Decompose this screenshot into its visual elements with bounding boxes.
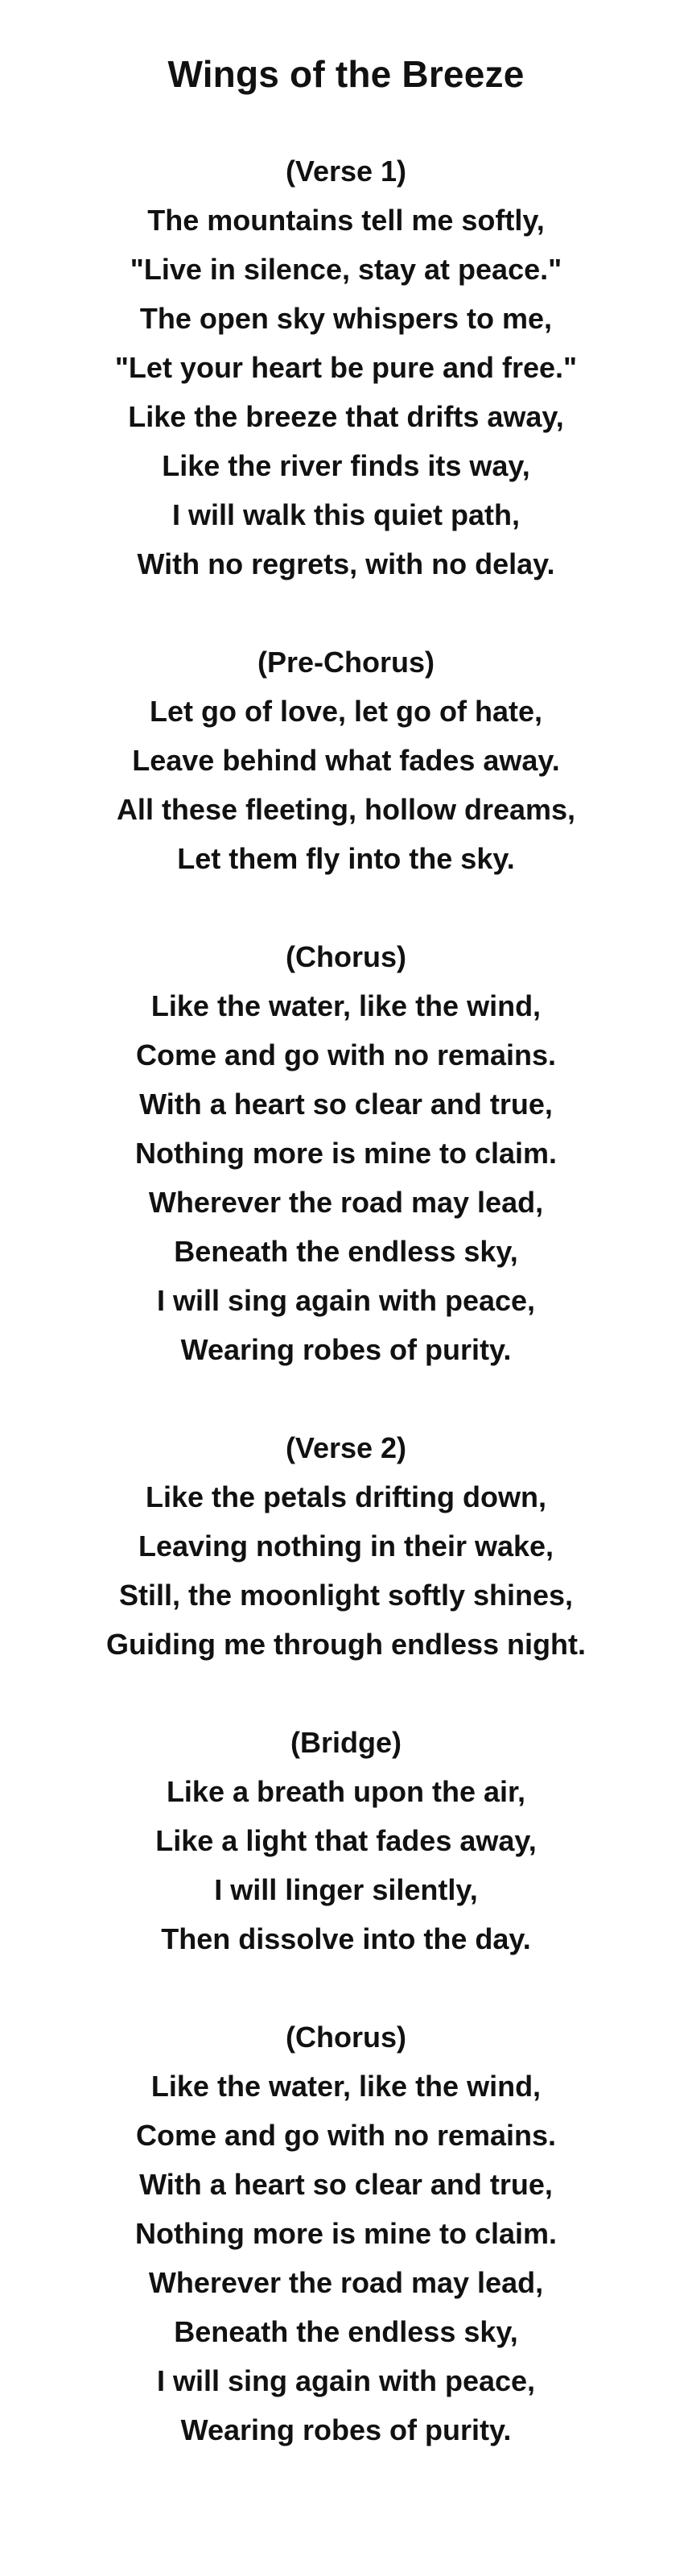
- lyric-line: All these fleeting, hollow dreams,: [116, 793, 576, 826]
- lyrics-section: [0, 147, 692, 588]
- lyric-line: The open sky whispers to me,: [139, 302, 553, 335]
- section-label: (Chorus): [286, 2021, 406, 2054]
- lyric-line: Wearing robes of purity.: [180, 1333, 512, 1366]
- section-label: (Verse 1): [285, 155, 407, 188]
- lyric-line: Let them fly into the sky.: [177, 842, 515, 875]
- lyric-line: I will sing again with peace,: [156, 2364, 536, 2397]
- lyric-line: The mountains tell me softly,: [147, 204, 545, 237]
- lyric-line: Guiding me through endless night.: [106, 1628, 586, 1661]
- lyric-line: Nothing more is mine to claim.: [134, 2217, 558, 2250]
- lyric-line: I will sing again with peace,: [156, 1284, 536, 1317]
- lyric-line: Like the breeze that drifts away,: [128, 400, 564, 433]
- lyric-line: Like the petals drifting down,: [145, 1480, 547, 1513]
- lyric-line: Like the water, like the wind,: [150, 2070, 542, 2103]
- lyric-line: Wherever the road may lead,: [148, 2266, 544, 2299]
- lyric-lines: [0, 1472, 692, 1669]
- lyric-line: Then dissolve into the day.: [161, 1922, 531, 1955]
- lyric-line: Come and go with no remains.: [135, 1038, 557, 1071]
- lyrics-section: [0, 1718, 692, 1963]
- lyric-line: Beneath the endless sky,: [174, 1235, 518, 1268]
- lyric-line: Wearing robes of purity.: [180, 2413, 512, 2446]
- lyric-line: Nothing more is mine to claim.: [134, 1137, 558, 1170]
- lyric-line: I will walk this quiet path,: [171, 498, 521, 531]
- lyric-line: Let go of love, let go of hate,: [149, 695, 542, 728]
- section-label: (Bridge): [290, 1726, 402, 1759]
- lyric-line: Still, the moonlight softly shines,: [118, 1579, 574, 1612]
- lyric-line: Like the river finds its way,: [162, 449, 530, 482]
- lyric-line: "Let your heart be pure and free.": [114, 351, 578, 384]
- lyric-line: With no regrets, with no delay.: [137, 547, 555, 580]
- lyric-lines: [0, 981, 692, 1374]
- lyric-line: I will linger silently,: [214, 1873, 478, 1906]
- lyric-line: With a heart so clear and true,: [139, 2168, 553, 2201]
- lyric-lines: [0, 196, 692, 588]
- lyrics-section: [0, 932, 692, 1374]
- lyric-line: Like a breath upon the air,: [166, 1775, 526, 1808]
- lyrics-section: [0, 638, 692, 883]
- lyric-line: With a heart so clear and true,: [139, 1088, 553, 1121]
- lyric-line: "Live in silence, stay at peace.": [130, 253, 562, 286]
- lyrics-section: [0, 2013, 692, 2454]
- section-label: (Pre-Chorus): [257, 646, 435, 679]
- lyric-line: Like the water, like the wind,: [150, 989, 542, 1022]
- section-label: (Verse 2): [285, 1431, 407, 1464]
- lyric-line: Leaving nothing in their wake,: [138, 1530, 554, 1563]
- lyric-line: Leave behind what fades away.: [132, 744, 560, 777]
- lyric-lines: [0, 1767, 692, 1963]
- lyric-line: Beneath the endless sky,: [174, 2315, 518, 2348]
- song-title: Wings of the Breeze: [167, 53, 525, 95]
- lyrics-section: [0, 1423, 692, 1669]
- lyric-line: Wherever the road may lead,: [148, 1186, 544, 1219]
- lyrics-body: [0, 147, 692, 2454]
- lyric-line: Come and go with no remains.: [135, 2119, 557, 2152]
- lyric-line: Like a light that fades away,: [155, 1824, 537, 1857]
- section-label: (Chorus): [286, 940, 406, 973]
- lyric-lines: [0, 2062, 692, 2454]
- lyric-lines: [0, 687, 692, 883]
